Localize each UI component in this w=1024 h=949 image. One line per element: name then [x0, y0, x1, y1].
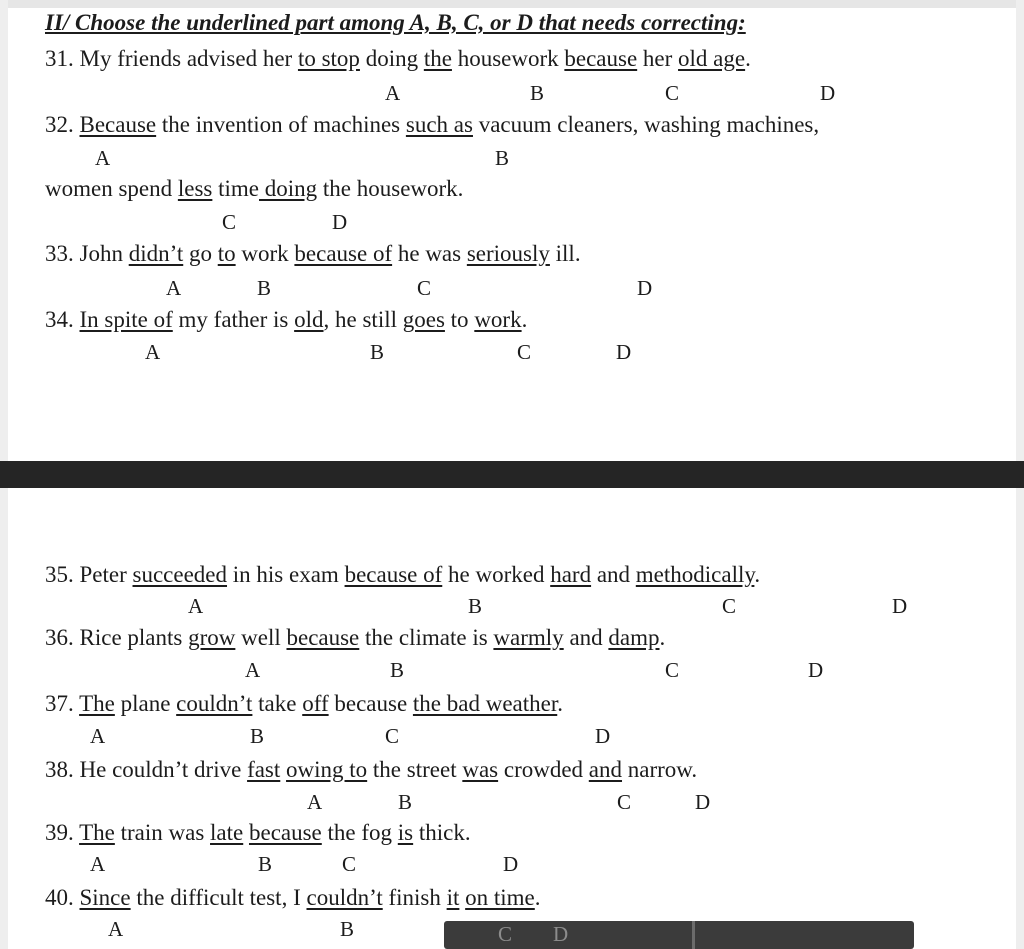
option-39c: because	[248, 820, 322, 845]
option-37a: The	[79, 691, 115, 716]
option-31c: because	[564, 46, 638, 71]
label-36d: D	[808, 658, 824, 682]
option-40c: it	[446, 885, 460, 910]
question-39: 39. The train was late because the fog is thick.	[45, 820, 471, 845]
option-34a: In spite of	[79, 307, 173, 332]
option-32c: less	[177, 176, 213, 201]
option-35d: methodically	[635, 562, 755, 587]
label-32a: A	[95, 146, 111, 170]
option-31d: old age	[678, 46, 746, 71]
option-39a: The	[79, 820, 115, 845]
option-34c: goes	[402, 307, 445, 332]
label-37b: B	[250, 724, 265, 748]
option-38c: was	[462, 757, 499, 782]
option-36a: grow	[188, 625, 236, 650]
label-40c: C	[498, 922, 513, 946]
label-38b: B	[398, 790, 413, 814]
label-34a: A	[145, 340, 161, 364]
question-37: 37. The plane couldn’t take off because the bad weather.	[45, 691, 563, 716]
option-32d: doing	[259, 176, 318, 201]
label-31d: D	[820, 81, 836, 105]
label-39d: D	[503, 852, 519, 876]
question-32-line2: women spend less time doing the housework.	[45, 176, 464, 201]
label-35d: D	[892, 594, 908, 618]
label-35b: B	[468, 594, 483, 618]
option-34d: work	[474, 307, 522, 332]
option-40d: on time	[465, 885, 535, 910]
label-38a: A	[307, 790, 323, 814]
label-40d: D	[553, 922, 569, 946]
question-34: 34. In spite of my father is old, he still goes to work.	[45, 307, 528, 332]
option-33c: because of	[294, 241, 393, 266]
label-33d: D	[637, 276, 653, 300]
question-31: 31. My friends advised her to stop doing the housework because her old age.	[45, 46, 751, 71]
overlay-bottom-bar[interactable]	[444, 921, 914, 949]
option-35c: hard	[550, 562, 592, 587]
top-strip	[0, 0, 1024, 8]
label-32c: C	[222, 210, 237, 234]
option-37b: couldn’t	[176, 691, 253, 716]
option-35b: because of	[344, 562, 443, 587]
option-38b: owing to	[286, 757, 368, 782]
label-37c: C	[385, 724, 400, 748]
label-36a: A	[245, 658, 261, 682]
option-38d: and	[588, 757, 623, 782]
option-36b: because	[286, 625, 360, 650]
label-40b: B	[340, 917, 355, 941]
label-34b: B	[370, 340, 385, 364]
option-32b: such as	[405, 112, 473, 137]
label-35c: C	[722, 594, 737, 618]
option-33d: seriously	[466, 241, 550, 266]
option-33a: didn’t	[128, 241, 184, 266]
option-33b: to	[217, 241, 236, 266]
option-31b: the	[423, 46, 452, 71]
dark-divider-band	[0, 461, 1024, 488]
label-39b: B	[258, 852, 273, 876]
option-31a: to stop	[297, 46, 360, 71]
label-33a: A	[166, 276, 182, 300]
label-38d: D	[695, 790, 711, 814]
label-33c: C	[417, 276, 432, 300]
option-39d: is	[397, 820, 414, 845]
label-35a: A	[188, 594, 204, 618]
label-38c: C	[617, 790, 632, 814]
option-36d: damp	[608, 625, 660, 650]
overlay-bar-divider	[692, 921, 695, 949]
option-37c: off	[302, 691, 329, 716]
question-40: 40. Since the difficult test, I couldn’t finish it on time.	[45, 885, 541, 910]
option-35a: succeeded	[132, 562, 228, 587]
question-36: 36. Rice plants grow well because the climate is warmly and damp.	[45, 625, 666, 650]
question-33: 33. John didn’t go to work because of he was seriously ill.	[45, 241, 581, 266]
label-32d: D	[332, 210, 348, 234]
label-40a: A	[108, 917, 124, 941]
option-40a: Since	[79, 885, 131, 910]
section-title: II/ Choose the underlined part among A, B, C, or D that needs correcting:	[45, 10, 746, 35]
option-36c: warmly	[493, 625, 564, 650]
label-34d: D	[616, 340, 632, 364]
question-38: 38. He couldn’t drive fast owing to the street was crowded and narrow.	[45, 757, 698, 782]
label-39a: A	[90, 852, 106, 876]
option-38a: fast	[247, 757, 281, 782]
label-33b: B	[257, 276, 272, 300]
label-32b: B	[495, 146, 510, 170]
option-40b: couldn’t	[306, 885, 383, 910]
label-31c: C	[665, 81, 680, 105]
label-37d: D	[595, 724, 611, 748]
label-31a: A	[385, 81, 401, 105]
label-37a: A	[90, 724, 106, 748]
label-36c: C	[665, 658, 680, 682]
label-39c: C	[342, 852, 357, 876]
label-34c: C	[517, 340, 532, 364]
label-31b: B	[530, 81, 545, 105]
option-34b: old	[294, 307, 324, 332]
option-37d: the bad weather	[412, 691, 558, 716]
question-35: 35. Peter succeeded in his exam because of he worked hard and methodically.	[45, 562, 761, 587]
question-32: 32. Because the invention of machines such as vacuum cleaners, washing machines,	[45, 112, 820, 137]
label-36b: B	[390, 658, 405, 682]
option-32a: Because	[79, 112, 157, 137]
option-39b: late	[210, 820, 244, 845]
